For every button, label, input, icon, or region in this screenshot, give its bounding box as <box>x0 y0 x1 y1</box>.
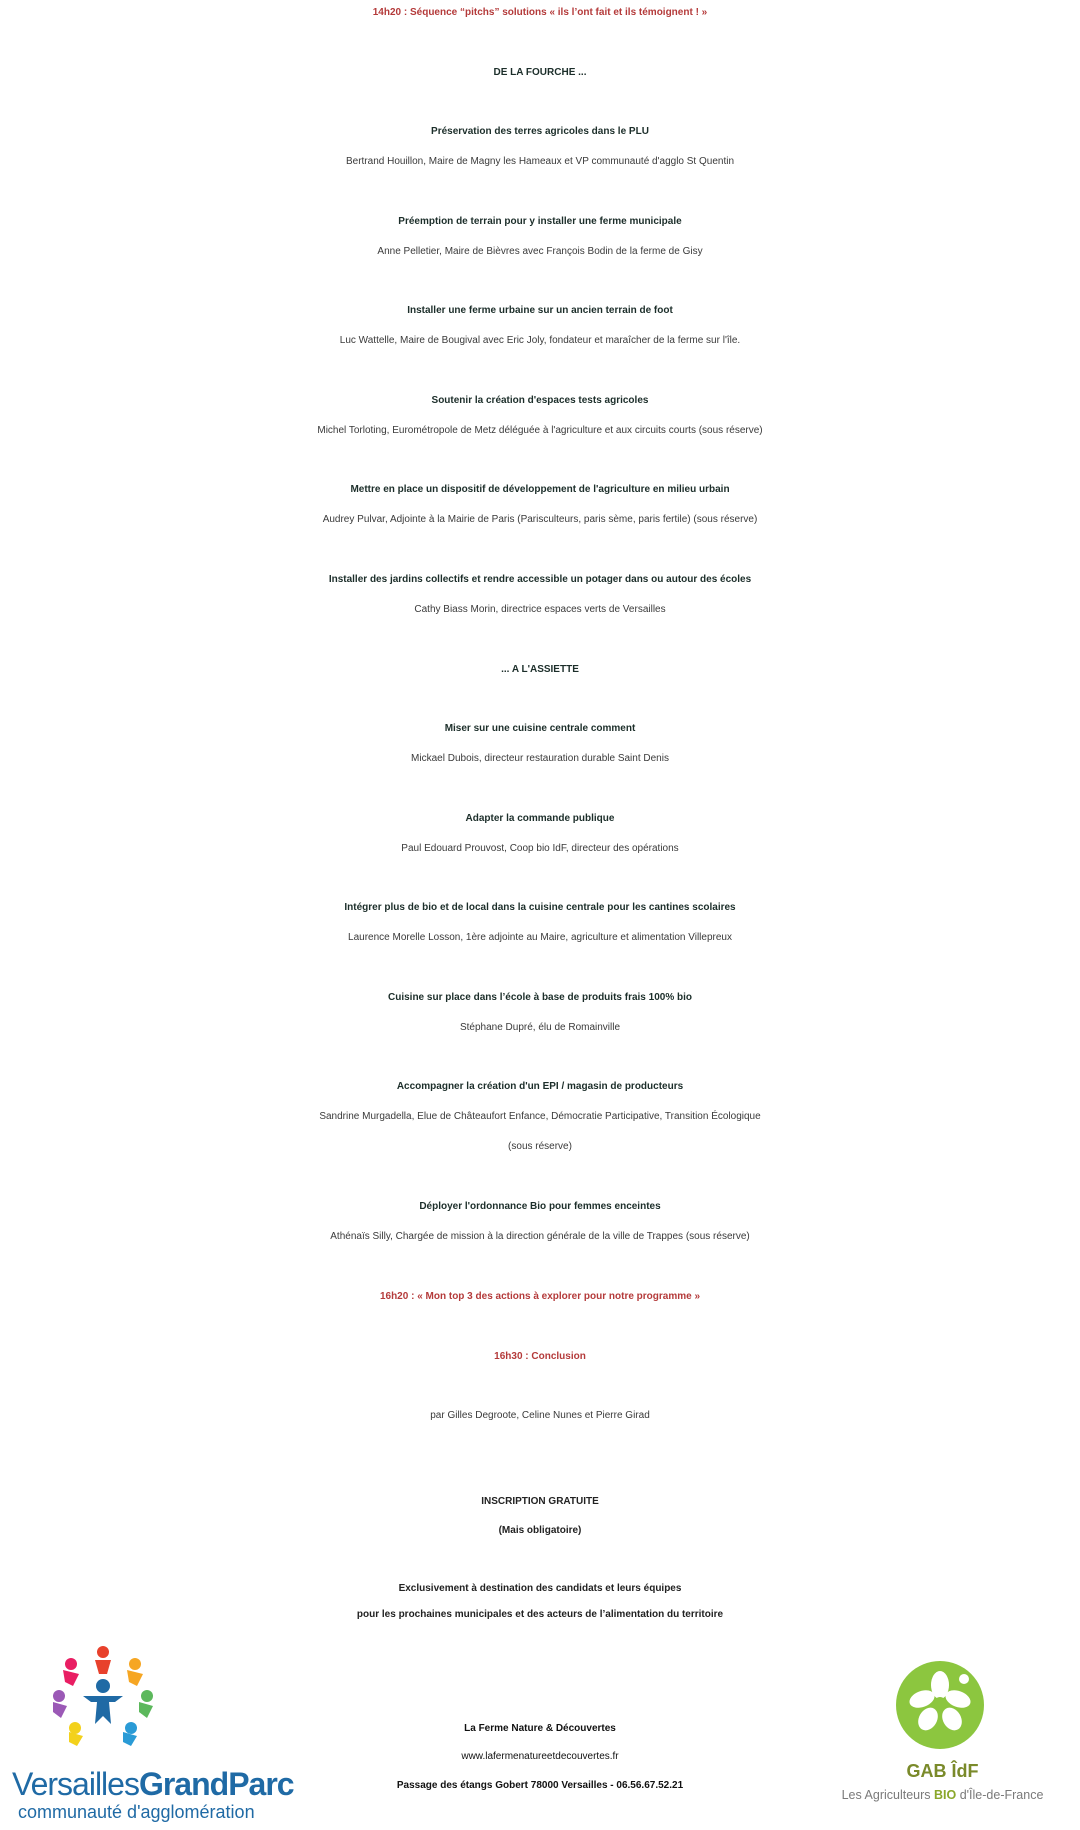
assiette-item-4-title: Cuisine sur place dans l’école à base de produits frais 100% bio <box>388 992 692 1003</box>
assiette-item-2-title: Adapter la commande publique <box>465 813 615 824</box>
session-title: 14h20 : Séquence “pitchs” solutions « ils l’ont fait et ils témoignent ! » <box>372 7 708 18</box>
assiette-item-5-speaker-note: (sous réserve) <box>508 1141 572 1152</box>
gab-idf-logo <box>835 1655 1055 1820</box>
fourche-item-2-speaker: Anne Pelletier, Maire de Bièvres avec François Bodin de la ferme de Gisy <box>377 246 703 257</box>
section-fourche-heading: DE LA FOURCHE ... <box>493 67 587 78</box>
inscription-note: (Mais obligatoire) <box>498 1525 582 1536</box>
assiette-item-3-title: Intégrer plus de bio et de local dans la cuisine centrale pour les cantines scolaires <box>344 902 736 913</box>
audience-line-2: pour les prochaines municipales et des acteurs de l’alimentation du territoire <box>356 1609 724 1620</box>
gab-idf-wordmark: GAB ÎdF <box>906 1761 979 1781</box>
assiette-item-1-title: Miser sur une cuisine centrale comment <box>444 723 636 734</box>
conclusion-session: 16h30 : Conclusion <box>494 1351 586 1362</box>
assiette-item-1-speaker: Mickael Dubois, directeur restauration durable Saint Denis <box>411 753 669 764</box>
top3-session: 16h20 : « Mon top 3 des actions à explorer pour notre programme » <box>379 1291 701 1302</box>
fourche-item-2-title: Préemption de terrain pour y installer une ferme municipale <box>398 216 682 227</box>
fourche-item-3-title: Installer une ferme urbaine sur un ancien terrain de foot <box>407 305 673 316</box>
assiette-item-5-speaker: Sandrine Murgadella, Elue de Châteaufort Enfance, Démocratie Participative, Transition Écologique <box>319 1111 761 1122</box>
fourche-item-5-title: Mettre en place un dispositif de développement de l'agriculture en milieu urbain <box>350 484 730 495</box>
assiette-item-3-speaker: Laurence Morelle Losson, 1ère adjointe au Maire, agriculture et alimentation Villepreux <box>348 932 732 943</box>
versailles-grand-parc-logo <box>8 1640 294 1822</box>
footer-venue-name: La Ferme Nature & Découvertes <box>464 1723 616 1734</box>
fourche-item-5-speaker: Audrey Pulvar, Adjointe à la Mairie de Paris (Parisculteurs, paris sème, paris fertile) (sous réserve) <box>322 514 758 525</box>
fourche-item-4-speaker: Michel Torloting, Eurométropole de Metz déléguée à l'agriculture et aux circuits courts (sous réserve) <box>317 425 763 436</box>
fourche-item-3-speaker: Luc Wattelle, Maire de Bougival avec Eric Joly, fondateur et maraîcher de la ferme sur l'île. <box>339 335 741 346</box>
audience-line-1: Exclusivement à destination des candidats et leurs équipes <box>398 1583 682 1594</box>
versailles-grand-parc-wordmark: VersaillesGrandParc <box>12 1766 294 1802</box>
fourche-item-4-title: Soutenir la création d'espaces tests agricoles <box>431 395 649 406</box>
inscription-title: INSCRIPTION GRATUITE <box>481 1496 599 1507</box>
assiette-item-5-title: Accompagner la création d'un EPI / magasin de producteurs <box>396 1081 684 1092</box>
assiette-item-4-speaker: Stéphane Dupré, élu de Romainville <box>459 1022 621 1033</box>
fourche-item-1-speaker: Bertrand Houillon, Maire de Magny les Hameaux et VP communauté d'agglo St Quentin <box>345 156 735 167</box>
section-assiette-heading: ... A L'ASSIETTE <box>501 664 579 675</box>
footer-website-link[interactable]: www.lafermenatureetdecouvertes.fr <box>461 1751 619 1762</box>
fourche-item-1-title: Préservation des terres agricoles dans le PLU <box>431 126 649 137</box>
versailles-grand-parc-subtitle: communauté d'agglomération <box>18 1802 255 1822</box>
fourche-item-6-speaker: Cathy Biass Morin, directrice espaces verts de Versailles <box>414 604 666 615</box>
conclusion-speakers: par Gilles Degroote, Celine Nunes et Pierre Girad <box>430 1410 650 1421</box>
gab-idf-subtitle: Les Agriculteurs BIO d'Île-de-France <box>841 1788 1044 1802</box>
flower-badge-icon <box>890 1655 990 1755</box>
people-circle-icon <box>43 1640 163 1750</box>
fourche-item-6-title: Installer des jardins collectifs et rendre accessible un potager dans ou autour des écoles <box>328 574 752 585</box>
footer-address: Passage des étangs Gobert 78000 Versailles - 06.56.67.52.21 <box>396 1780 684 1791</box>
assiette-item-2-speaker: Paul Edouard Prouvost, Coop bio IdF, directeur des opérations <box>401 843 679 854</box>
assiette-item-6-title: Déployer l'ordonnance Bio pour femmes enceintes <box>419 1201 661 1212</box>
assiette-item-6-speaker: Athénaïs Silly, Chargée de mission à la direction générale de la ville de Trappes (sous réserve) <box>330 1231 750 1242</box>
